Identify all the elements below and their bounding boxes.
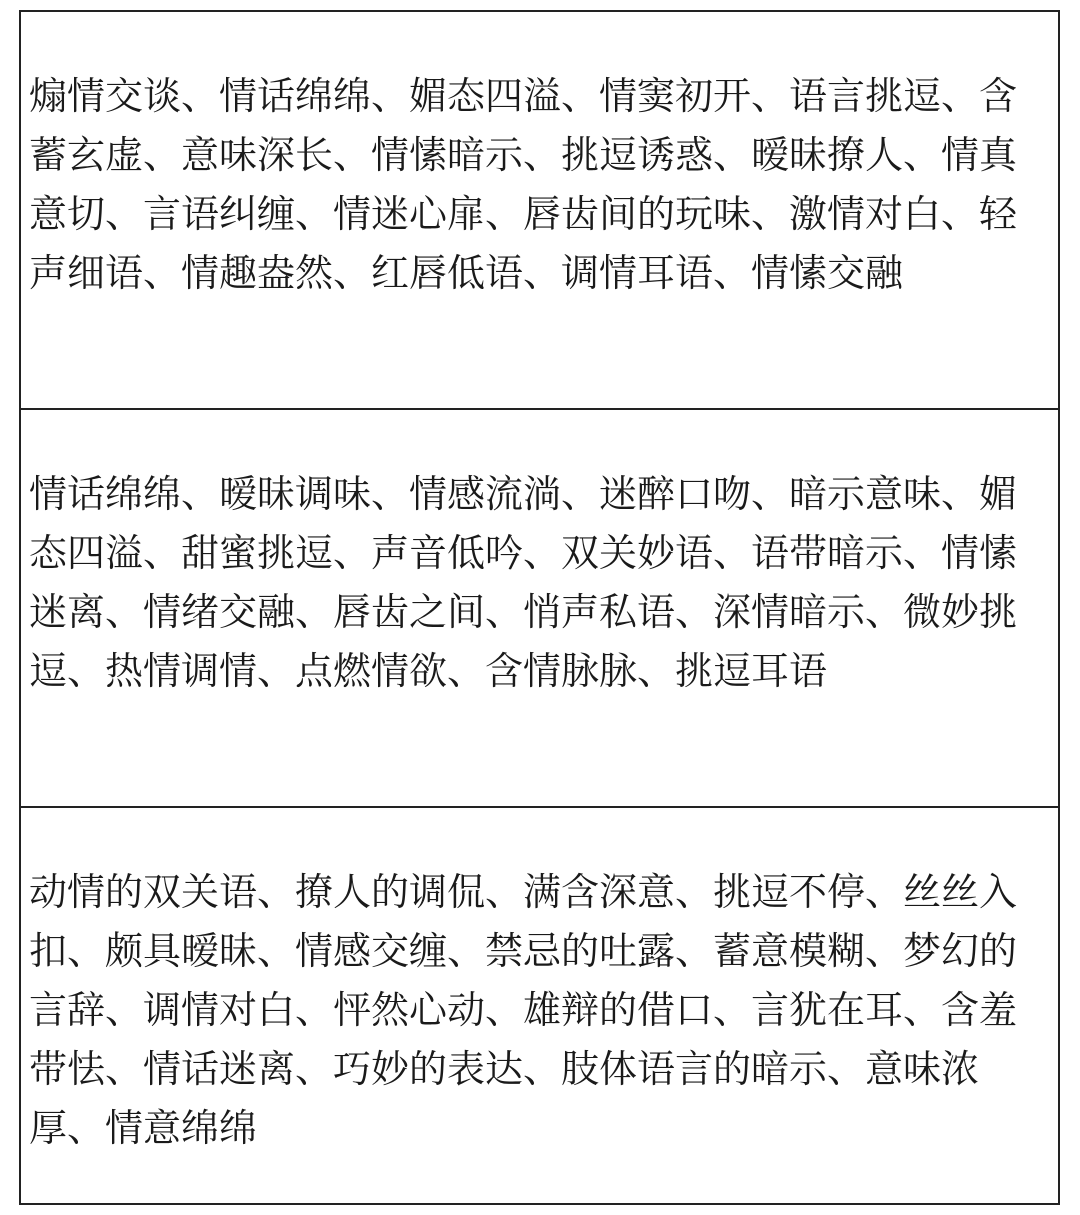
table-row xyxy=(21,410,1058,808)
table-row xyxy=(21,808,1058,1203)
cell-text: 煽情交谈、情话绵绵、媚态四溢、情窦初开、语言挑逗、含蓄玄虚、意味深长、情愫暗示、挑逗诱惑、暧昧撩人、情真意切、言语纠缠、情迷心扉、唇齿间的玩味、激情对白、轻声细语、情趣盎然、红唇低语、调情耳语、情愫交融 xyxy=(29,74,1018,295)
word-table xyxy=(19,10,1060,1205)
cell-text: 动情的双关语、撩人的调侃、满含深意、挑逗不停、丝丝入扣、颇具暧昧、情感交缠、禁忌的吐露、蓄意模糊、梦幻的言辞、调情对白、怦然心动、雄辩的借口、言犹在耳、含羞带怯、情话迷离、巧妙的表达、肢体语言的暗示、意味浓厚、情意绵绵 xyxy=(29,870,1018,1150)
cell-text: 情话绵绵、暧昧调味、情感流淌、迷醉口吻、暗示意味、媚态四溢、甜蜜挑逗、声音低吟、双关妙语、语带暗示、情愫迷离、情绪交融、唇齿之间、悄声私语、深情暗示、微妙挑逗、热情调情、点燃情欲、含情脉脉、挑逗耳语 xyxy=(29,472,1018,693)
table-row xyxy=(21,12,1058,410)
